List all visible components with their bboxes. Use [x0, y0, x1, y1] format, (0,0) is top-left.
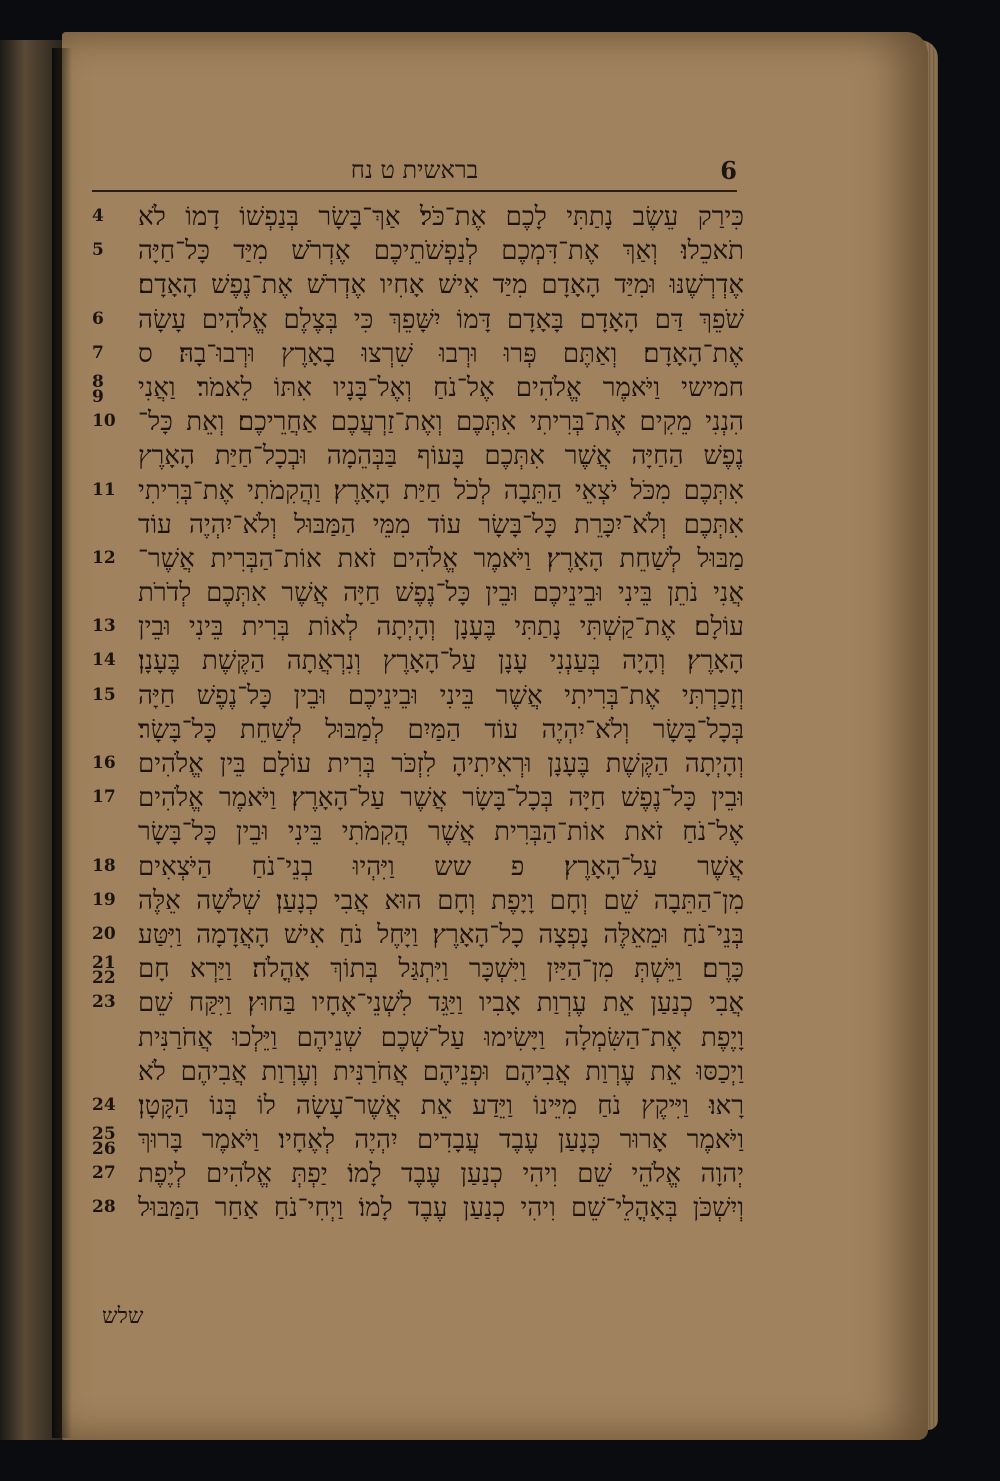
verse-number: 8 [92, 371, 104, 392]
line-text: וְיִשְׁכֹּן בְּאָהֳלֵי־שֵׁם וִיהִי כְנַעַן עֶבֶד לָמוֹ׃ וַיְחִי־נֹחַ אַחַר הַמַּבּוּל [138, 1193, 744, 1224]
line-text: מִן־הַתֵּבָה שֵׁם וְחָם וָיָפֶת וְחָם הוּא אֲבִי כְנָעַן׃ שְׁלֹשָׁה אֵלֶּה [138, 885, 744, 916]
line-text: אֲבִי כְנַעַן אֵת עֶרְוַת אָבִיו וַיַּגֵּד לִשְׁנֵי־אֶחָיו בַּחוּץ׃ וַיִּקַּח שֵׁם [138, 988, 744, 1019]
text-line [92, 542, 744, 576]
line-text: אֲנִי נֹתֵן בֵּינִי וּבֵינֵיכֶם וּבֵין כָּל־נֶפֶשׁ חַיָּה אֲשֶׁר אִתְּכֶם לְדֹרֹת [138, 578, 744, 609]
verse-number: 25 [92, 1124, 116, 1145]
line-text: אֶדְרְשֶׁנּוּ וּמִיַּד הָאָדָם מִיַּד אִישׁ אָחִיו אֶדְרֹשׁ אֶת־נֶפֶשׁ הָאָדָם׃ [138, 270, 744, 301]
verse-number: 19 [92, 889, 116, 910]
verse-numbers [92, 610, 132, 637]
verse-numbers [92, 1123, 132, 1160]
text-line [92, 508, 744, 542]
line-text: וַיְכַסּוּ אֵת עֶרְוַת אֲבִיהֶם וּפְנֵיהֶם אֲחֹרַנִּית וְעֶרְוַת אֲבִיהֶם לֹא [138, 1056, 744, 1087]
line-text: תֹאכֵלוּ׃ וְאַךְ אֶת־דִּמְכֶם לְנַפְשֹׁתֵיכֶם אֶדְרֹשׁ מִיַּד כָּל־חַיָּה [138, 236, 744, 267]
verse-number: 10 [92, 411, 116, 432]
text-block [92, 200, 744, 1226]
line-text: עוֹלָם׃ אֶת־קַשְׁתִּי נָתַתִּי בֶּעָנָן וְהָיְתָה לְאוֹת בְּרִית בֵּינִי וּבֵין [138, 612, 744, 643]
page-header [92, 156, 737, 192]
verse-numbers [92, 405, 132, 432]
verse-numbers [92, 542, 132, 566]
verse-number: 20 [92, 923, 116, 944]
line-text: אִתְּכֶם וְלֹא־יִכָּרֵת כָּל־בָּשָׂר עוֹד מִמֵּי הַמַּבּוּל וְלֹא־יִהְיֶה עוֹד [138, 509, 744, 540]
text-line [92, 747, 744, 781]
text-line [92, 918, 744, 952]
running-title: בראשית ט נח [350, 156, 479, 184]
verse-numbers [92, 747, 132, 771]
verse-number: 7 [92, 342, 104, 363]
line-text: רָאוּ׃ וַיִּיקֶץ נֹחַ מִיֵּינוֹ וַיֵּדַע אֵת אֲשֶׁר־עָשָׂה לוֹ בְּנוֹ הַקָּטָן׃ [138, 1090, 744, 1121]
line-text: הִנְנִי מֵקִים אֶת־בְּרִיתִי אִתְּכֶם וְאֶת־זַרְעֲכֶם אַחֲרֵיכֶם׃ וְאֵת כָּל־ [138, 407, 744, 438]
verse-number: 4 [92, 206, 104, 226]
text-line [92, 268, 744, 302]
text-line [92, 850, 744, 884]
verse-numbers [92, 234, 132, 261]
verse-number: 22 [92, 968, 116, 989]
verse-numbers [92, 508, 132, 512]
line-text: הָאָרֶץ׃ וְהָיָה בְּעַנְנִי עָנָן עַל־הָאָרֶץ וְנִרְאֲתָה הַקֶּשֶׁת בֶּעָנָן׃ [138, 646, 744, 677]
line-text: וָיֶפֶת אֶת־הַשִּׂמְלָה וַיָּשִׂימוּ עַל־שְׁכֶם שְׁנֵיהֶם וַיֵּלְכוּ אֲחֹרַנִּית [138, 1022, 744, 1053]
line-text: אִתְּכֶם מִכֹּל יֹצְאֵי הַתֵּבָה לְכֹל חַיַּת הָאָרֶץ׃ וַהֲקִמֹתִי אֶת־בְּרִיתִי [138, 475, 744, 506]
line-text: בְּנֵי־נֹחַ וּמֵאֵלֶּה נָפְצָה כָל־הָאָרֶץ׃ וַיָּחֶל נֹחַ אִישׁ הָאֲדָמָה וַיִּטַּע [138, 919, 744, 950]
text-line [92, 679, 744, 713]
text-line [92, 986, 744, 1020]
verse-number: 27 [92, 1163, 116, 1184]
verse-number: 6 [92, 308, 104, 329]
text-line [92, 815, 744, 849]
verse-numbers [92, 884, 132, 908]
text-line [92, 474, 744, 508]
line-text: אֶל־נֹחַ זֹאת אוֹת־הַבְּרִית אֲשֶׁר הֲקִמֹתִי בֵּינִי וּבֵין כָּל־בָּשָׂר [138, 817, 744, 848]
line-text: אֶת־הָאָדָם׃ וְאַתֶּם פְּרוּ וּרְבוּ שִׁרְצוּ בָאָרֶץ וּרְבוּ־בָהּ׃ ס [138, 338, 744, 369]
text-line [92, 644, 744, 678]
verse-number: 18 [92, 855, 116, 876]
line-text: וְזָכַרְתִּי אֶת־בְּרִיתִי אֲשֶׁר בֵּינִי וּבֵינֵיכֶם וּבֵין כָּל־נֶפֶשׁ חַיָּה [138, 680, 744, 711]
verse-numbers [92, 576, 132, 580]
verse-numbers [92, 713, 132, 717]
verse-number: 13 [92, 616, 116, 637]
verse-numbers [92, 439, 132, 443]
line-text: וְהָיְתָה הַקֶּשֶׁת בֶּעָנָן וּרְאִיתִיהָ לִזְכֹּר בְּרִית עוֹלָם בֵּין אֱלֹהִים [138, 749, 744, 779]
verse-number: 12 [92, 547, 116, 568]
verse-numbers [92, 1157, 132, 1184]
verse-numbers [92, 474, 132, 498]
text-line [92, 781, 744, 815]
verse-number: 16 [92, 753, 116, 773]
verse-numbers [92, 815, 132, 819]
verse-number: 17 [92, 787, 116, 808]
text-line [92, 713, 744, 747]
verse-numbers [92, 986, 132, 1013]
text-line [92, 1055, 744, 1089]
verse-number: 5 [92, 240, 104, 261]
text-line [92, 952, 744, 989]
verse-number: 23 [92, 992, 116, 1013]
verse-numbers [92, 952, 132, 989]
verse-numbers [92, 679, 132, 703]
verse-numbers [92, 1191, 132, 1218]
verse-numbers [92, 303, 132, 327]
verse-number: 24 [92, 1094, 116, 1115]
text-line [92, 1021, 744, 1055]
line-text: בְּכָל־בָּשָׂר וְלֹא־יִהְיֶה עוֹד הַמַּיִם לְמַבּוּל לְשַׁחֵת כָּל־בָּשָׂר׃ [138, 714, 744, 745]
verse-number: 21 [92, 953, 116, 974]
text-line [92, 1089, 744, 1123]
line-text: יְהוָה אֱלֹהֵי שֵׁם וִיהִי כְנַעַן עֶבֶד לָמוֹ׃ יַפְתְּ אֱלֹהִים לְיֶפֶת [138, 1159, 744, 1190]
text-line [92, 371, 744, 405]
text-line [92, 576, 744, 610]
verse-number: 26 [92, 1139, 116, 1160]
verse-numbers [92, 1089, 132, 1113]
text-line [92, 234, 744, 268]
verse-number: 28 [92, 1197, 116, 1218]
text-line [92, 303, 744, 337]
text-line [92, 1157, 744, 1191]
line-text: כָּרֶם׃ וַיֵּשְׁתְּ מִן־הַיַּיִן וַיִּשְׁכָּר וַיִּתְגַּל בְּתוֹךְ אָהֳלֹה׃ וַיַּרְא חָם [138, 954, 744, 985]
text-line [92, 1191, 744, 1225]
line-text: וּבֵין כָּל־נֶפֶשׁ חַיָּה בְּכָל־בָּשָׂר אֲשֶׁר עַל־הָאָרֶץ׃ וַיֹּאמֶר אֱלֹהִים [138, 783, 744, 814]
verse-numbers [92, 918, 132, 942]
verse-numbers [92, 200, 132, 224]
verse-numbers [92, 644, 132, 671]
line-text: נֶפֶשׁ הַחַיָּה אֲשֶׁר אִתְּכֶם בָּעוֹף בַּבְּהֵמָה וּבְכָל־חַיַּת הָאָרֶץ [138, 441, 744, 472]
verse-numbers [92, 850, 132, 874]
text-line [92, 439, 744, 473]
line-text: וַיֹּאמֶר אָרוּר כְּנָעַן עֶבֶד עֲבָדִים יִהְיֶה לְאֶחָיו׃ וַיֹּאמֶר בָּרוּךְ [138, 1125, 744, 1156]
spine-shadow [52, 48, 72, 1438]
text-line [92, 405, 744, 439]
line-text: שֹׁפֵךְ דַּם הָאָדָם בָּאָדָם דָּמוֹ יִשָּׁפֵךְ כִּי בְּצֶלֶם אֱלֹהִים עָשָׂה [138, 304, 744, 335]
text-line [92, 337, 744, 371]
catchword: שלש [102, 1304, 144, 1329]
verse-numbers [92, 1021, 132, 1025]
text-line [92, 1123, 744, 1160]
verse-numbers [92, 1055, 132, 1059]
line-text: חמישי וַיֹּאמֶר אֱלֹהִים אֶל־נֹחַ וְאֶל־בָּנָיו אִתּוֹ לֵאמֹר׃ וַאֲנִי [138, 372, 744, 403]
verse-numbers [92, 781, 132, 808]
verse-numbers [92, 371, 132, 405]
verse-numbers [92, 337, 132, 361]
line-text: כִּירַק עֵשֶׂב נָתַתִּי לָכֶם אֶת־כֹּל׃ אַךְ־בָּשָׂר בְּנַפְשׁוֹ דָמוֹ לֹא [138, 202, 744, 232]
text-line [92, 884, 744, 918]
verse-number: 9 [92, 386, 104, 407]
verse-number: 11 [92, 479, 116, 500]
verse-number: 14 [92, 650, 116, 671]
line-text: מַבּוּל לְשַׁחֵת הָאָרֶץ׃ וַיֹּאמֶר אֱלֹהִים זֹאת אוֹת־הַבְּרִית אֲשֶׁר־ [138, 543, 744, 574]
line-text: אֲשֶׁר עַל־הָאָרֶץ׃ פ שש וַיִּהְיוּ בְנֵי־נֹחַ הַיֹּצְאִים [138, 851, 744, 882]
text-line [92, 200, 744, 234]
verse-numbers [92, 268, 132, 272]
page-number: 6 [720, 156, 737, 185]
verse-number: 15 [92, 684, 116, 705]
text-line [92, 610, 744, 644]
